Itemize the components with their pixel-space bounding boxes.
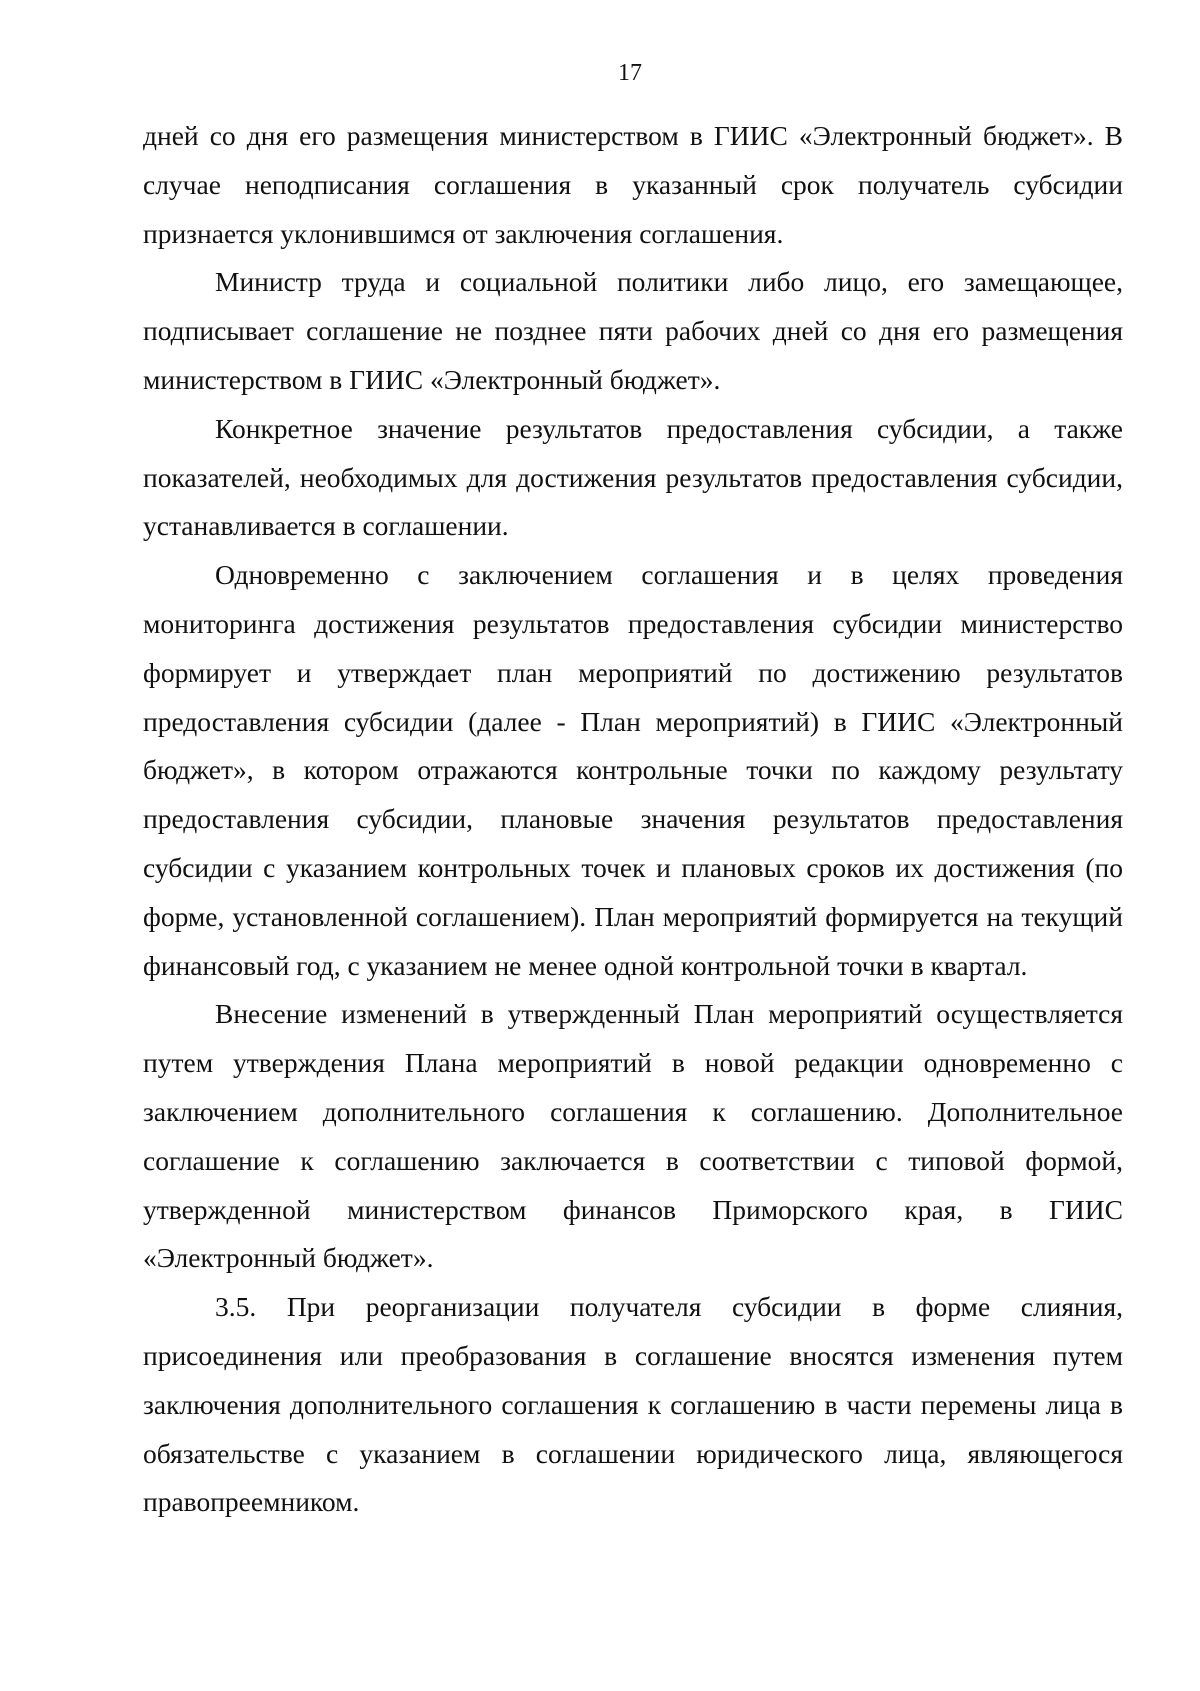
paragraph-plan-changes: Внесение изменений в утвержденный План мероприятий осуществляется путем утверждения Плана мероприятий в новой редакции одновременно с заключением дополнительного соглашения к соглашению. Дополнительное соглашение к соглашению заключается в соответствии с типовой формой, утвержденной министерством финансов Приморского края, в ГИИС «Электронный бюджет». <box>143 998 1123 1274</box>
paragraph-monitoring-plan: Одновременно с заключением соглашения и в целях проведения мониторинга достижения результатов предоставления субсидии министерство формирует и утверждает план мероприятий по достижению результатов предоставления субсидии (далее - План мероприятий) в ГИИС «Электронный бюджет», в котором отражаются контрольные точки по каждому результату предоставления субсидии, плановые значения результатов предоставления субсидии с указанием контрольных точек и плановых сроков их достижения (по форме, установленной соглашением). План мероприятий формируется на текущий финансовый год, с указанием не менее одной контрольной точки в квартал. <box>143 559 1123 981</box>
paragraph-continuation: дней со дня его размещения министерством в ГИИС «Электронный бюджет». В случае неподписания соглашения в указанный срок получатель субсидии признается уклонившимся от заключения соглашения. <box>143 120 1123 249</box>
document-body <box>143 112 1123 1527</box>
page-number: 17 <box>618 60 642 86</box>
paragraph-minister-signing: Министр труда и социальной политики либо лицо, его замещающее, подписывает соглашение не позднее пяти рабочих дней со дня его размещения министерством в ГИИС «Электронный бюджет». <box>143 266 1123 395</box>
paragraph-reorganization: 3.5. При реорганизации получателя субсидии в форме слияния, присоединения или преобразования в соглашение вносятся изменения путем заключения дополнительного соглашения к соглашению в части перемены лица в обязательстве с указанием в соглашении юридического лица, являющегося правопреемником. <box>143 1291 1123 1518</box>
paragraph-result-values: Конкретное значение результатов предоставления субсидии, а также показателей, необходимых для достижения результатов предоставления субсидии, устанавливается в соглашении. <box>143 412 1123 542</box>
